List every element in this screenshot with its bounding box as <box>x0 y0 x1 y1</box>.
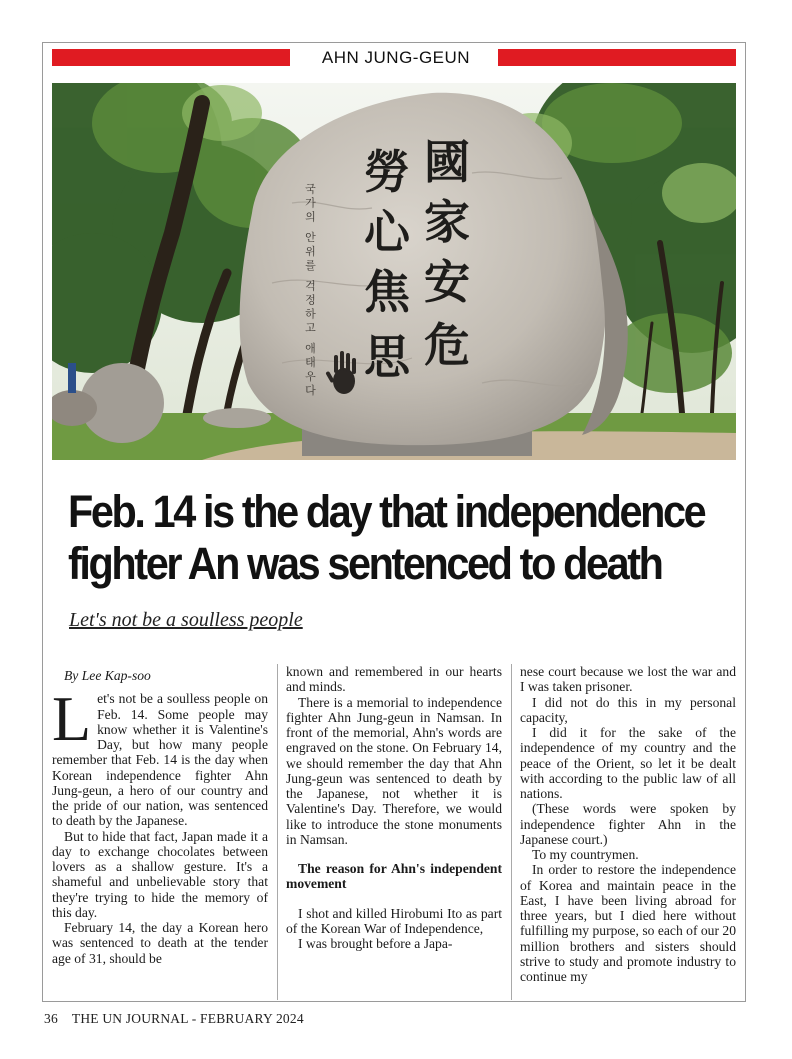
paragraph: I did it for the sake of the independence of my country and the peace of the Orient, so let it be dealt with according to the public law of all nations. <box>520 725 736 801</box>
article-column-3 <box>520 664 736 984</box>
paragraph: To my countrymen. <box>532 847 639 862</box>
paragraph: I shot and killed Hirobumi Ito as part of the Korean War of Independence, <box>286 905 502 936</box>
paragraph: I was brought before a Japa- <box>298 936 453 951</box>
subsection-heading: The reason for Ahn's independent movement <box>286 861 502 892</box>
hanja-col1-char: 安 <box>424 255 470 309</box>
headline-line-2: fighter An was sentenced to death <box>68 538 662 589</box>
drop-cap: L <box>52 683 92 755</box>
paragraph: Let's not be a soulless people on Feb. 14. Some people may know whether it is Valentine's Day, but how many people remember that Feb. 14 is the day when Korean independence fighter Ahn Jung-geun, a hero of our country and the pride of our nation, was sentenced to death by the Japanese. <box>52 683 268 829</box>
page-number: 36 <box>44 1011 58 1026</box>
hanja-col2-char: 焦 <box>364 265 410 319</box>
column-rule <box>277 664 278 1000</box>
paragraph: I did not do this in my personal capacity, <box>520 694 736 725</box>
hangul-inscription: 국가의 안위를 걱정하고 애태우다 <box>303 183 317 399</box>
publication-name: THE UN JOURNAL - FEBRUARY 2024 <box>71 1011 304 1026</box>
article-column-1 <box>52 664 268 966</box>
paragraph: But to hide that fact, Japan made it a day to exchange chocolates between lovers as a shallow gesture. It's a shameful and unbelievable story that they're trying to hide the memory of this day. <box>52 828 268 920</box>
paragraph: In order to restore the independence of Korea and maintain peace in the East, I have been living abroad for three years, but I died here without fulfilling my purpose, so each of our 20 million brothers and sisters should strive to study and promote industry to continue my <box>520 862 736 984</box>
paragraph: (These words were spoken by independence fighter Ahn in the Japanese court.) <box>520 801 736 847</box>
hanja-col2-char: 思 <box>364 330 410 384</box>
headline-line-1: Feb. 14 is the day that independence <box>68 486 705 537</box>
page-footer <box>44 1011 304 1027</box>
hanja-col2-char: 心 <box>364 205 410 259</box>
article-headline <box>68 486 705 590</box>
byline: By Lee Kap-soo <box>64 668 151 683</box>
hanja-col2-char: 勞 <box>364 145 410 199</box>
paragraph: nese court because we lost the war and I was taken prisoner. <box>520 664 736 695</box>
article-subhead: Let's not be a soulless people <box>69 609 303 631</box>
paragraph: There is a memorial to independence fighter Ahn Jung-geun in Namsan. In front of the memorial, Ahn's words are engraved on the stone. On February 14, we should remember the day that Ahn Jung-geun was sentenced to death by the Japanese, not whether it is Valentine's Day. Therefore, we would like to introduce the stone monuments in Namsan. <box>286 694 502 847</box>
paragraph: known and remembered in our hearts and minds. <box>286 664 502 695</box>
hanja-col1-char: 國 <box>424 135 470 189</box>
hanja-col1-char: 危 <box>424 318 470 372</box>
column-rule <box>511 664 512 1000</box>
memorial-stone-photo <box>52 83 736 460</box>
article-column-2 <box>286 664 502 951</box>
hanja-col1-char: 家 <box>424 195 470 249</box>
section-title: AHN JUNG-GEUN <box>0 48 792 68</box>
paragraph: February 14, the day a Korean hero was sentenced to death at the tender age of 31, should be <box>52 920 268 966</box>
